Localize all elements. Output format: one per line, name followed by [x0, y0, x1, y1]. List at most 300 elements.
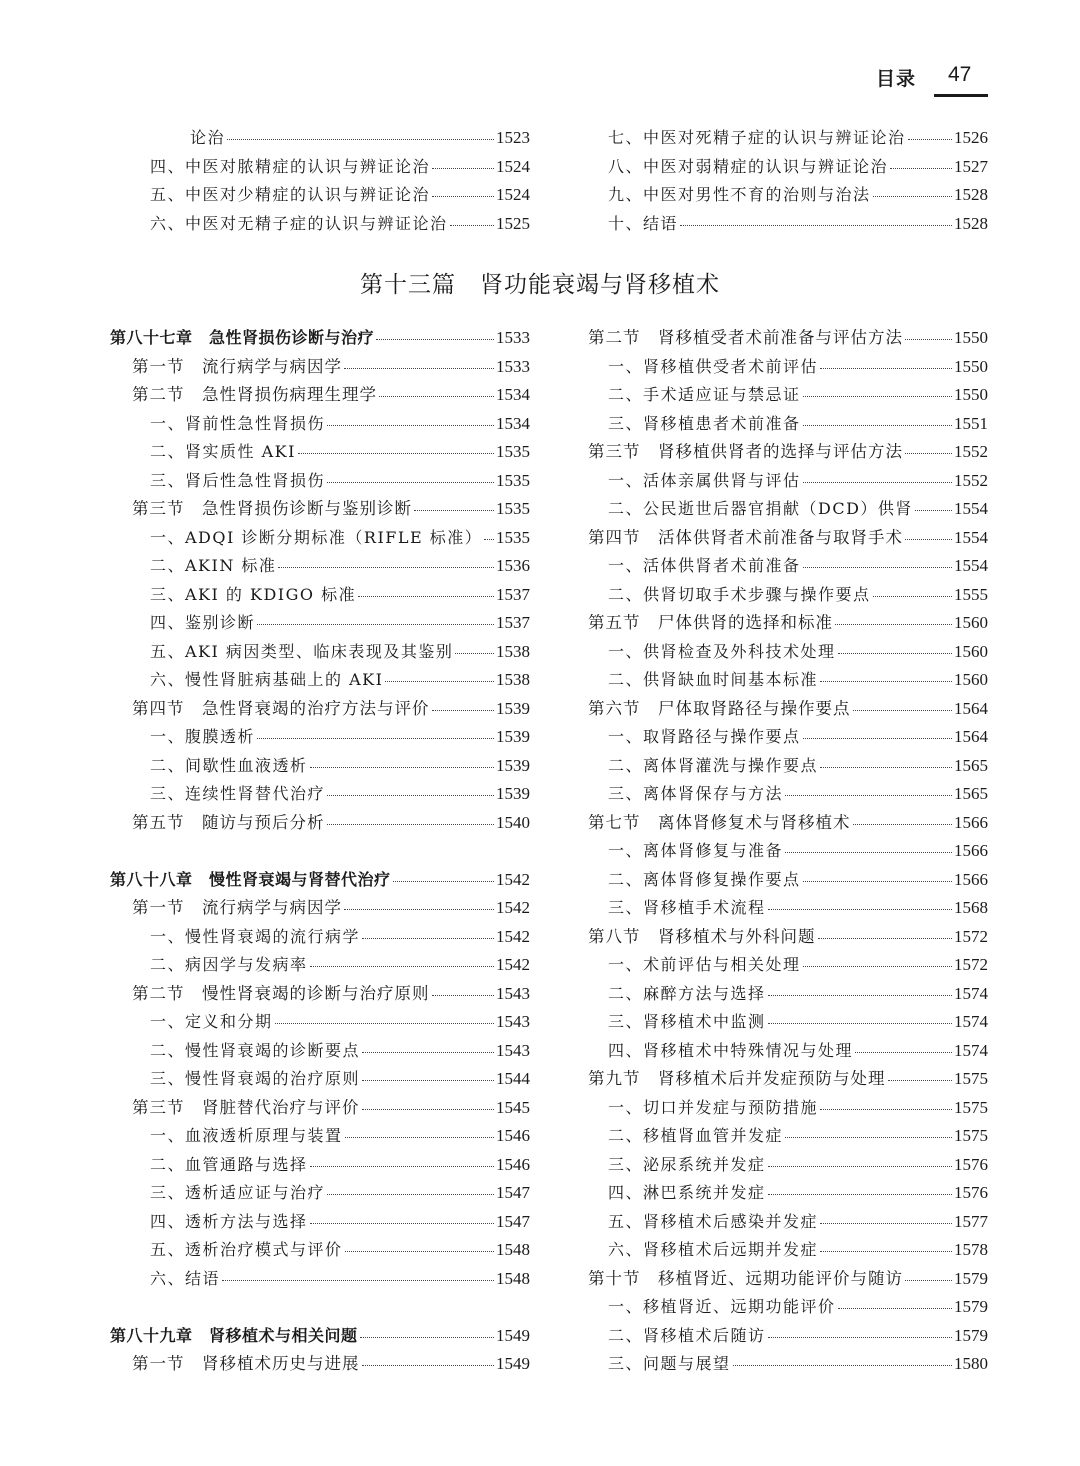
leader-dots	[768, 995, 952, 996]
leader-dots	[855, 1052, 952, 1053]
toc-left-column	[110, 324, 530, 1379]
toc-page-number: 1566	[952, 866, 988, 895]
toc-item	[110, 153, 530, 182]
toc-entry-title: 五、AKI 病因类型、临床表现及其鉴别	[150, 638, 455, 667]
toc-item	[588, 1179, 988, 1208]
leader-dots	[905, 1280, 952, 1281]
toc-section	[110, 353, 530, 382]
toc-page-number: 1543	[494, 980, 530, 1009]
toc-item	[588, 124, 988, 153]
toc-item	[588, 723, 988, 752]
toc-item	[588, 951, 988, 980]
toc-entry-title: 一、切口并发症与预防措施	[608, 1094, 820, 1123]
leader-dots	[310, 1223, 494, 1224]
toc-entry-title: 第二节 急性肾损伤病理生理学	[132, 381, 379, 410]
toc-page-number: 1550	[952, 353, 988, 382]
toc-entry-title: 第八十八章 慢性肾衰竭与肾替代治疗	[110, 866, 393, 895]
toc-page-number: 1575	[952, 1065, 988, 1094]
toc-entry-title: 第八十七章 急性肾损伤诊断与治疗	[110, 324, 376, 353]
toc-entry-title: 第五节 随访与预后分析	[132, 809, 327, 838]
toc-page-number: 1536	[494, 552, 530, 581]
leader-dots	[327, 482, 494, 483]
leader-dots	[803, 966, 952, 967]
toc-item	[110, 923, 530, 952]
toc-page-number: 1575	[952, 1094, 988, 1123]
toc-item	[588, 780, 988, 809]
toc-page-number: 1537	[494, 581, 530, 610]
toc-entry-title: 第二节 肾移植受者术前准备与评估方法	[588, 324, 905, 353]
toc-item	[588, 837, 988, 866]
toc-item	[110, 181, 530, 210]
toc-page-number: 1552	[952, 438, 988, 467]
toc-entry-title: 一、取肾路径与操作要点	[608, 723, 803, 752]
leader-dots	[327, 824, 494, 825]
toc-page-number: 1574	[952, 1037, 988, 1066]
toc-page-number: 1528	[952, 210, 988, 239]
toc-section	[110, 894, 530, 923]
toc-item	[110, 780, 530, 809]
toc-entry-title: 第一节 流行病学与病因学	[132, 894, 344, 923]
toc-item	[588, 638, 988, 667]
leader-dots	[432, 196, 494, 197]
leader-dots	[432, 168, 494, 169]
toc-item	[110, 752, 530, 781]
leader-dots	[785, 852, 952, 853]
toc-page-number: 1528	[952, 181, 988, 210]
page-number: 47	[948, 63, 972, 86]
toc-page-number: 1548	[494, 1265, 530, 1294]
toc-page-number: 1540	[494, 809, 530, 838]
toc-item	[588, 1350, 988, 1379]
toc-page-number: 1542	[494, 923, 530, 952]
leader-dots	[310, 1166, 494, 1167]
leader-dots	[873, 196, 952, 197]
toc-page-number: 1577	[952, 1208, 988, 1237]
leader-dots	[345, 1137, 494, 1138]
toc-page-number: 1552	[952, 467, 988, 496]
leader-dots	[432, 995, 494, 996]
leader-dots	[890, 168, 952, 169]
leader-dots	[310, 767, 494, 768]
toc-page-number: 1560	[952, 666, 988, 695]
toc-entry-title: 二、手术适应证与禁忌证	[608, 381, 803, 410]
toc-item	[110, 410, 530, 439]
leader-dots	[785, 1137, 952, 1138]
toc-entry-title: 第八十九章 肾移植术与相关问题	[110, 1322, 360, 1351]
toc-entry-title: 四、中医对脓精症的认识与辨证论治	[150, 153, 432, 182]
toc-entry-title: 三、慢性肾衰竭的治疗原则	[150, 1065, 362, 1094]
toc-entry-title: 五、肾移植术后感染并发症	[608, 1208, 820, 1237]
toc-entry-title: 四、肾移植术中特殊情况与处理	[608, 1037, 855, 1066]
leader-dots	[257, 738, 494, 739]
toc-top-left-column	[110, 124, 530, 238]
toc-entry-title: 二、离体肾灌洗与操作要点	[608, 752, 820, 781]
toc-entry-title: 五、中医对少精症的认识与辨证论治	[150, 181, 432, 210]
toc-item	[110, 1151, 530, 1180]
toc-item	[110, 638, 530, 667]
toc-item	[110, 1008, 530, 1037]
toc-page-number: 1565	[952, 780, 988, 809]
running-header	[872, 64, 988, 94]
toc-entry-title: 三、透析适应证与治疗	[150, 1179, 327, 1208]
toc-section	[588, 324, 988, 353]
toc-entry-title: 第二节 慢性肾衰竭的诊断与治疗原则	[132, 980, 432, 1009]
toc-entry-title: 第一节 流行病学与病因学	[132, 353, 344, 382]
toc-item	[110, 1179, 530, 1208]
part-title: 第十三篇 肾功能衰竭与肾移植术	[360, 272, 720, 298]
toc-page-number: 1535	[494, 467, 530, 496]
toc-page-number: 1526	[952, 124, 988, 153]
toc-section	[588, 609, 988, 638]
toc-entry-title: 一、活体亲属供肾与评估	[608, 467, 803, 496]
toc-entry-title: 一、离体肾修复与准备	[608, 837, 785, 866]
leader-dots	[362, 1365, 494, 1366]
toc-entry-title: 六、肾移植术后远期并发症	[608, 1236, 820, 1265]
toc-entry-title: 三、AKI 的 KDIGO 标准	[150, 581, 358, 610]
toc-entry-title: 二、肾移植术后随访	[608, 1322, 768, 1351]
toc-page-number: 1534	[494, 381, 530, 410]
leader-dots	[768, 1337, 952, 1338]
toc-item	[588, 1151, 988, 1180]
leader-dots	[803, 881, 952, 882]
toc-page-number: 1554	[952, 495, 988, 524]
toc-page-number: 1564	[952, 695, 988, 724]
toc-item	[110, 1265, 530, 1294]
toc-section	[588, 438, 988, 467]
toc-entry-title: 第九节 肾移植术后并发症预防与处理	[588, 1065, 888, 1094]
toc-chapter	[110, 1322, 530, 1351]
leader-dots	[905, 339, 952, 340]
toc-entry-title: 第四节 急性肾衰竭的治疗方法与评价	[132, 695, 432, 724]
toc-item	[110, 1037, 530, 1066]
leader-dots	[820, 681, 952, 682]
leader-dots	[278, 567, 494, 568]
toc-item	[588, 1122, 988, 1151]
toc-item	[588, 210, 988, 239]
leader-dots	[376, 339, 494, 340]
toc-page-number: 1549	[494, 1350, 530, 1379]
leader-dots	[222, 1280, 494, 1281]
toc-page-number: 1525	[494, 210, 530, 239]
leader-dots	[803, 738, 952, 739]
toc-page-number: 1527	[952, 153, 988, 182]
leader-dots	[768, 909, 952, 910]
toc-page-number: 1542	[494, 894, 530, 923]
leader-dots	[768, 1023, 952, 1024]
toc-entry-title: 二、病因学与发病率	[150, 951, 310, 980]
leader-dots	[275, 1023, 494, 1024]
toc-entry-title: 二、供肾切取手术步骤与操作要点	[608, 581, 873, 610]
toc-entry-title: 第三节 肾移植供肾者的选择与评估方法	[588, 438, 905, 467]
toc-entry-title: 一、术前评估与相关处理	[608, 951, 803, 980]
toc-page-number: 1523	[494, 124, 530, 153]
toc-entry-title: 二、供肾缺血时间基本标准	[608, 666, 820, 695]
toc-item	[110, 1122, 530, 1151]
toc-page-number: 1524	[494, 153, 530, 182]
toc-page-number: 1545	[494, 1094, 530, 1123]
toc-page-number: 1539	[494, 723, 530, 752]
toc-item	[588, 1322, 988, 1351]
leader-dots	[785, 795, 952, 796]
toc-entry-title: 第十节 移植肾近、远期功能评价与随访	[588, 1265, 905, 1294]
toc-spacer	[110, 1293, 530, 1322]
toc-section	[110, 495, 530, 524]
toc-entry-title: 九、中医对男性不育的治则与治法	[608, 181, 873, 210]
toc-item	[110, 1065, 530, 1094]
toc-entry-title: 第六节 尸体取肾路径与操作要点	[588, 695, 853, 724]
toc-right-column	[588, 324, 988, 1379]
toc-entry-title: 二、麻醉方法与选择	[608, 980, 768, 1009]
leader-dots	[908, 139, 952, 140]
toc-page-number: 1543	[494, 1037, 530, 1066]
toc-item	[110, 552, 530, 581]
toc-page-number: 1579	[952, 1265, 988, 1294]
toc-item	[588, 866, 988, 895]
toc-section	[588, 809, 988, 838]
toc-section	[110, 381, 530, 410]
leader-dots	[344, 909, 494, 910]
toc-item	[588, 581, 988, 610]
header-rule	[934, 94, 988, 97]
toc-page-number: 1578	[952, 1236, 988, 1265]
leader-dots	[733, 1365, 952, 1366]
leader-dots	[820, 1251, 952, 1252]
toc-page-number: 1535	[494, 524, 530, 553]
toc-item	[588, 1236, 988, 1265]
leader-dots	[803, 482, 952, 483]
toc-entry-title: 二、慢性肾衰竭的诊断要点	[150, 1037, 362, 1066]
toc-item	[110, 951, 530, 980]
leader-dots	[820, 1223, 952, 1224]
leader-dots	[484, 539, 494, 540]
toc-page-number: 1546	[494, 1151, 530, 1180]
toc-page-number: 1565	[952, 752, 988, 781]
toc-chapter	[110, 324, 530, 353]
toc-section	[588, 923, 988, 952]
toc-entry-title: 第四节 活体供肾者术前准备与取肾手术	[588, 524, 905, 553]
toc-page-number: 1538	[494, 638, 530, 667]
toc-page-number: 1575	[952, 1122, 988, 1151]
toc-page-number: 1544	[494, 1065, 530, 1094]
toc-page-number: 1568	[952, 894, 988, 923]
toc-entry-title: 三、肾移植术中监测	[608, 1008, 768, 1037]
toc-page-number: 1572	[952, 951, 988, 980]
leader-dots	[680, 225, 952, 226]
leader-dots	[414, 510, 494, 511]
toc-entry-title: 第五节 尸体供肾的选择和标准	[588, 609, 835, 638]
toc-item	[588, 181, 988, 210]
leader-dots	[393, 881, 494, 882]
toc-page-number: 1549	[494, 1322, 530, 1351]
toc-entry-title: 五、透析治疗模式与评价	[150, 1236, 345, 1265]
toc-item	[110, 723, 530, 752]
toc-item	[588, 980, 988, 1009]
toc-page-number: 1534	[494, 410, 530, 439]
toc-item	[588, 1208, 988, 1237]
leader-dots	[360, 1337, 494, 1338]
toc-page-number: 1566	[952, 809, 988, 838]
toc-entry-title: 第八节 肾移植术与外科问题	[588, 923, 818, 952]
toc-entry-title: 一、ADQI 诊断分期标准（RIFLE 标准）	[150, 524, 484, 553]
toc-page-number: 1579	[952, 1322, 988, 1351]
toc-page-number: 1535	[494, 438, 530, 467]
toc-entry-title: 一、慢性肾衰竭的流行病学	[150, 923, 362, 952]
leader-dots	[873, 596, 952, 597]
toc-item	[588, 666, 988, 695]
leader-dots	[379, 396, 494, 397]
toc-page-number: 1533	[494, 353, 530, 382]
toc-page-number: 1560	[952, 609, 988, 638]
toc-entry-title: 二、离体肾修复操作要点	[608, 866, 803, 895]
leader-dots	[432, 710, 494, 711]
toc-entry-title: 三、离体肾保存与方法	[608, 780, 785, 809]
toc-page-number: 1566	[952, 837, 988, 866]
toc-entry-title: 三、问题与展望	[608, 1350, 733, 1379]
toc-entry-title: 六、结语	[150, 1265, 222, 1294]
leader-dots	[803, 396, 952, 397]
leader-dots	[257, 624, 494, 625]
toc-page-number: 1535	[494, 495, 530, 524]
leader-dots	[905, 453, 952, 454]
toc-entry-title: 一、供肾检查及外科技术处理	[608, 638, 838, 667]
leader-dots	[327, 795, 494, 796]
toc-item	[110, 124, 530, 153]
toc-entry-title: 三、泌尿系统并发症	[608, 1151, 768, 1180]
toc-item	[588, 1008, 988, 1037]
toc-entry-title: 二、肾实质性 AKI	[150, 438, 298, 467]
toc-section	[110, 695, 530, 724]
toc-page-number: 1543	[494, 1008, 530, 1037]
toc-item	[588, 410, 988, 439]
toc-spacer	[110, 837, 530, 866]
leader-dots	[838, 1308, 952, 1309]
toc-item	[588, 752, 988, 781]
leader-dots	[455, 653, 494, 654]
toc-item	[110, 1236, 530, 1265]
toc-entry-title: 论治	[190, 124, 227, 153]
toc-section	[110, 1094, 530, 1123]
toc-entry-title: 一、肾前性急性肾损伤	[150, 410, 327, 439]
toc-entry-title: 二、血管通路与选择	[150, 1151, 310, 1180]
toc-page-number: 1554	[952, 552, 988, 581]
toc-item	[110, 1208, 530, 1237]
toc-item	[588, 495, 988, 524]
toc-page-number: 1547	[494, 1208, 530, 1237]
leader-dots	[820, 767, 952, 768]
toc-page-number: 1547	[494, 1179, 530, 1208]
leader-dots	[345, 1251, 494, 1252]
toc-entry-title: 第三节 肾脏替代治疗与评价	[132, 1094, 362, 1123]
toc-entry-title: 一、肾移植供受者术前评估	[608, 353, 820, 382]
toc-entry-title: 二、AKIN 标准	[150, 552, 278, 581]
toc-section	[110, 980, 530, 1009]
leader-dots	[362, 1080, 494, 1081]
toc-item	[588, 1293, 988, 1322]
toc-item	[588, 381, 988, 410]
toc-entry-title: 八、中医对弱精症的认识与辨证论治	[608, 153, 890, 182]
leader-dots	[820, 368, 952, 369]
toc-item	[588, 1094, 988, 1123]
toc-page-number: 1550	[952, 381, 988, 410]
leader-dots	[362, 1052, 494, 1053]
leader-dots	[835, 624, 952, 625]
toc-item	[110, 666, 530, 695]
toc-item	[588, 153, 988, 182]
leader-dots	[385, 681, 494, 682]
toc-page-number: 1542	[494, 866, 530, 895]
toc-section	[588, 1065, 988, 1094]
toc-entry-title: 二、间歇性血液透析	[150, 752, 310, 781]
toc-page-number: 1524	[494, 181, 530, 210]
toc-chapter	[110, 866, 530, 895]
toc-page-number: 1542	[494, 951, 530, 980]
toc-entry-title: 四、鉴别诊断	[150, 609, 257, 638]
leader-dots	[358, 596, 494, 597]
toc-entry-title: 一、定义和分期	[150, 1008, 275, 1037]
toc-section	[110, 1350, 530, 1379]
leader-dots	[310, 966, 494, 967]
toc-entry-title: 十、结语	[608, 210, 680, 239]
toc-entry-title: 一、腹膜透析	[150, 723, 257, 752]
toc-entry-title: 第一节 肾移植术历史与进展	[132, 1350, 362, 1379]
toc-entry-title: 一、移植肾近、远期功能评价	[608, 1293, 838, 1322]
toc-page-number: 1580	[952, 1350, 988, 1379]
toc-page-number: 1537	[494, 609, 530, 638]
toc-page-number: 1554	[952, 524, 988, 553]
leader-dots	[327, 1194, 494, 1195]
leader-dots	[227, 139, 494, 140]
toc-page-number: 1546	[494, 1122, 530, 1151]
toc-page-number: 1539	[494, 695, 530, 724]
toc-item	[110, 438, 530, 467]
leader-dots	[450, 225, 494, 226]
toc-section	[588, 1265, 988, 1294]
toc-entry-title: 一、血液透析原理与装置	[150, 1122, 345, 1151]
leader-dots	[362, 1109, 494, 1110]
toc-entry-title: 三、肾移植手术流程	[608, 894, 768, 923]
toc-entry-title: 六、慢性肾脏病基础上的 AKI	[150, 666, 385, 695]
toc-entry-title: 三、肾移植患者术前准备	[608, 410, 803, 439]
toc-item	[110, 524, 530, 553]
toc-page-number: 1533	[494, 324, 530, 353]
toc-page-number: 1539	[494, 780, 530, 809]
toc-page-number: 1550	[952, 324, 988, 353]
toc-page-number: 1539	[494, 752, 530, 781]
leader-dots	[768, 1166, 952, 1167]
leader-dots	[838, 653, 952, 654]
toc-entry-title: 四、淋巴系统并发症	[608, 1179, 768, 1208]
toc-top-right-column	[588, 124, 988, 238]
toc-item	[110, 467, 530, 496]
toc-entry-title: 二、移植肾血管并发症	[608, 1122, 785, 1151]
toc-section	[588, 524, 988, 553]
toc-item	[588, 552, 988, 581]
toc-entry-title: 第七节 离体肾修复术与肾移植术	[588, 809, 853, 838]
toc-item	[110, 581, 530, 610]
toc-entry-title: 一、活体供肾者术前准备	[608, 552, 803, 581]
leader-dots	[298, 453, 494, 454]
leader-dots	[327, 425, 494, 426]
toc-entry-title: 第三节 急性肾损伤诊断与鉴别诊断	[132, 495, 414, 524]
toc-entry-title: 三、肾后性急性肾损伤	[150, 467, 327, 496]
leader-dots	[853, 710, 952, 711]
toc-item	[588, 1037, 988, 1066]
leader-dots	[803, 567, 952, 568]
toc-page-number: 1574	[952, 980, 988, 1009]
leader-dots	[768, 1194, 952, 1195]
toc-page-number: 1576	[952, 1151, 988, 1180]
leader-dots	[803, 425, 952, 426]
